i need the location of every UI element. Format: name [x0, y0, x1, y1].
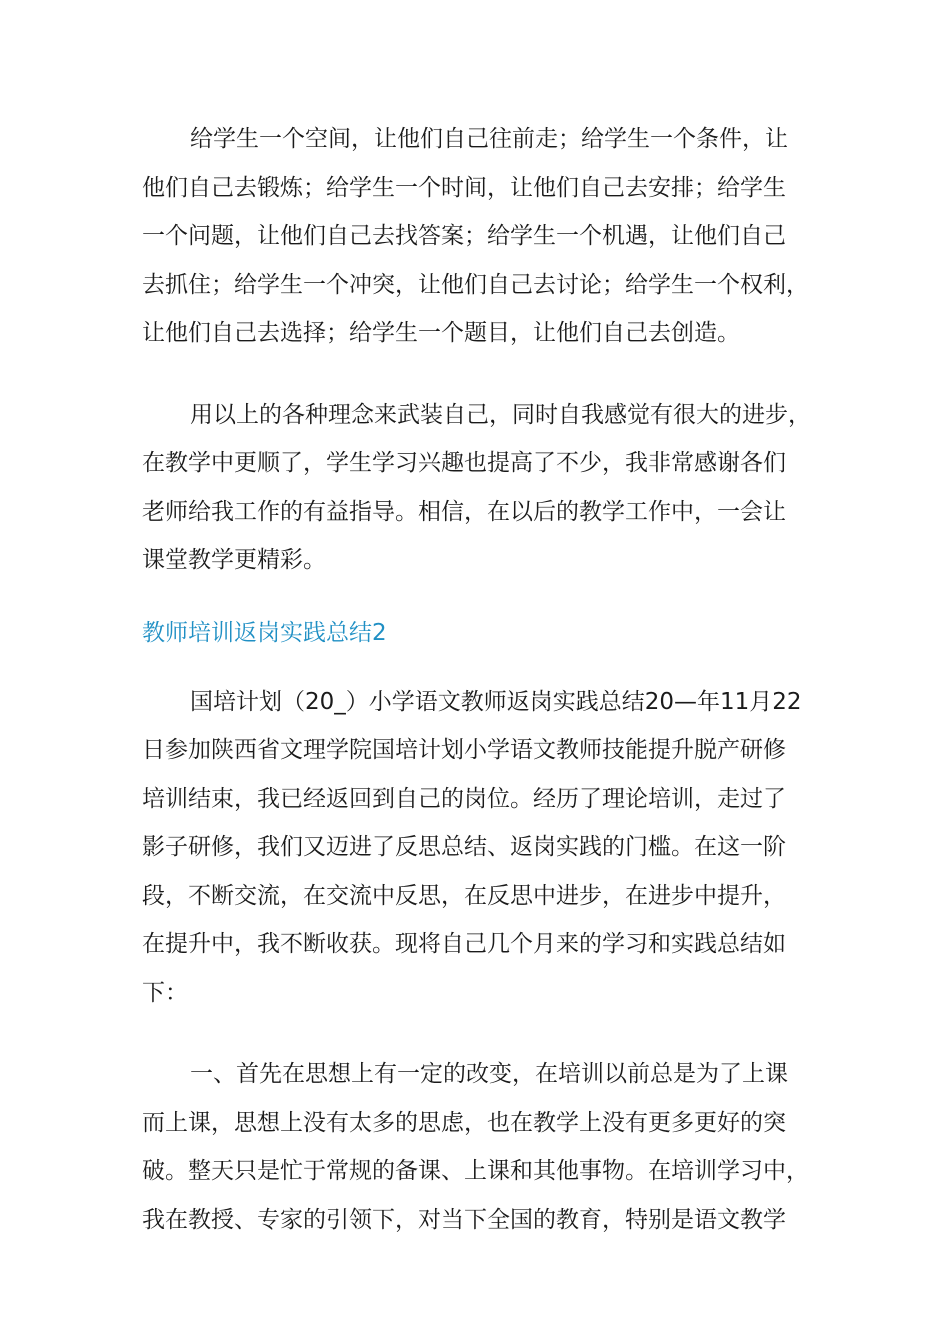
- paragraph-progress: [142, 391, 810, 585]
- paragraph-line: 一、首先在思想上有一定的改变，在培训以前总是为了上课: [190, 1061, 788, 1087]
- paragraph-line: 在提升中，我不断收获。现将自己几个月来的学习和实践总结如: [142, 931, 786, 957]
- paragraph-line: 去抓住；给学生一个冲突，让他们自己去讨论；给学生一个权利，: [142, 271, 809, 298]
- paragraph-line: 而上课，思想上没有太多的思虑，也在教学上没有更多更好的突: [142, 1109, 786, 1136]
- paragraph-line: 给学生一个空间，让他们自己往前走；给学生一个条件，让: [190, 126, 788, 152]
- paragraph-line: 老师给我工作的有益指导。相信，在以后的教学工作中，一会让: [142, 498, 786, 525]
- paragraph-line: 培训结束，我已经返回到自己的岗位。经历了理论培训，走过了: [142, 785, 786, 812]
- paragraph-line: 让他们自己去选择；给学生一个题目，让他们自己去创造。: [142, 320, 740, 346]
- paragraph-line: 下：: [142, 979, 188, 1006]
- paragraph-line: 课堂教学更精彩。: [142, 547, 326, 573]
- paragraph-line: 他们自己去锻炼；给学生一个时间，让他们自己去安排；给学生: [142, 174, 786, 201]
- paragraph-training-summary: [142, 678, 810, 1018]
- section-heading: 教师培训返岗实践总结2: [142, 619, 387, 646]
- paragraph-line: 破。整天只是忙于常规的备课、上课和其他事物。在培训学习中，: [142, 1158, 809, 1184]
- paragraph-line: 段，不断交流，在交流中反思，在反思中进步，在进步中提升，: [142, 882, 786, 909]
- paragraph-line: 我在教授、专家的引领下，对当下全国的教育，特别是语文教学: [142, 1206, 786, 1233]
- paragraph-line: 日参加陕西省文理学院国培计划小学语文教师技能提升脱产研修: [142, 737, 786, 763]
- paragraph-line: 国培计划（20_）小学语文教师返岗实践总结20—年11月22: [190, 688, 802, 715]
- paragraph-line: 在教学中更顺了，学生学习兴趣也提高了不少，我非常感谢各们: [142, 450, 786, 476]
- document-body: [142, 115, 810, 1244]
- paragraph-giving-students: [142, 115, 810, 358]
- paragraph-line: 影子研修，我们又迈进了反思总结、返岗实践的门槛。在这一阶: [142, 834, 786, 860]
- paragraph-thinking-change: [142, 1050, 810, 1244]
- paragraph-line: 一个问题，让他们自己去找答案；给学生一个机遇，让他们自己: [142, 223, 786, 249]
- paragraph-line: 用以上的各种理念来武装自己，同时自我感觉有很大的进步，: [190, 401, 811, 428]
